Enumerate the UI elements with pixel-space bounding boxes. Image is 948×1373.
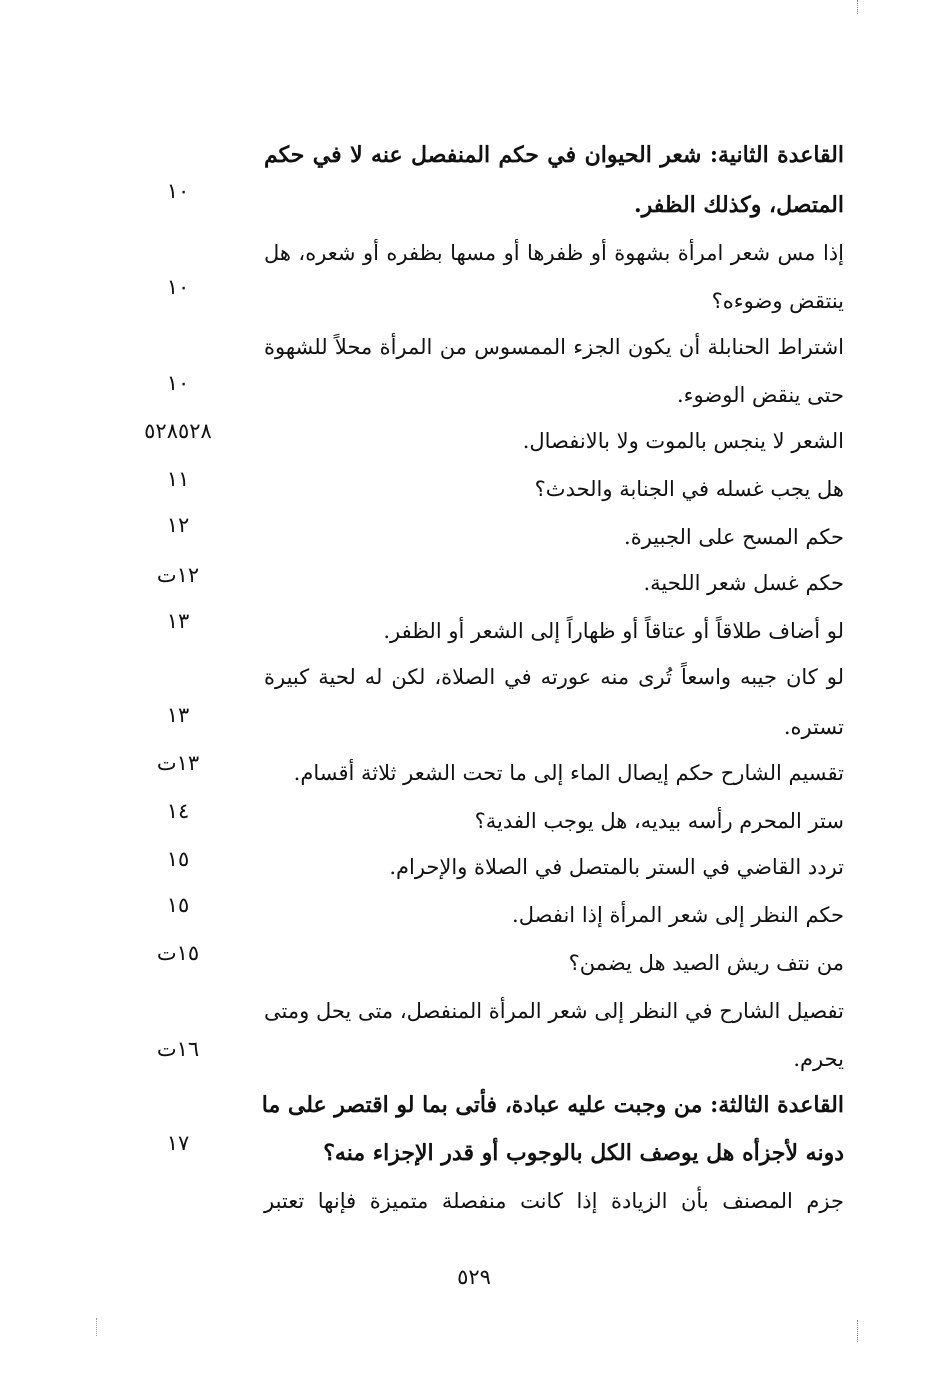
page-reference: ١٣ [166, 703, 190, 727]
index-line: تقسيم الشارح حكم إيصال الماء إلى ما تحت الشعر ثلاثة أقسام. [293, 761, 844, 785]
page-reference: ١٠ [166, 179, 190, 203]
page-reference: ١٥ت [156, 941, 200, 965]
page-reference: ١٧ [166, 1131, 190, 1155]
page-reference: ٥٢٨٥٢٨ [144, 419, 212, 443]
index-line: يحرم. [793, 1047, 844, 1071]
page-reference: ١٣ت [156, 751, 200, 775]
page-reference: ١١ [166, 467, 190, 491]
index-line: لو أضاف طلاقاً أو عتاقاً أو ظهاراً إلى الشعر أو الظفر. [383, 619, 844, 643]
page-reference: ١٢ت [156, 563, 200, 587]
index-line: تفصيل الشارح في النظر إلى شعر المرأة المنفصل، متى يحل ومتى [264, 999, 844, 1023]
index-line: تردد القاضي في الستر بالمتصل في الصلاة والإحرام. [389, 855, 844, 879]
page-number: ٥٢٩ [457, 1265, 491, 1289]
page-reference: ١٥ [166, 847, 190, 871]
page-reference: ١٤ [166, 799, 190, 823]
index-line: حكم المسح على الجبيرة. [624, 525, 844, 549]
page-reference: ١٠ [166, 275, 190, 299]
index-line: ستر المحرم رأسه بيديه، هل يوجب الفدية؟ [474, 809, 844, 833]
index-line: جزم المصنف بأن الزيادة إذا كانت منفصلة متميزة فإنها تعتبر [264, 1189, 844, 1213]
index-line: حكم غسل شعر اللحية. [643, 571, 844, 595]
index-line: تستره. [783, 715, 844, 739]
index-line: الشعر لا ينجس بالموت ولا بالانفصال. [522, 429, 844, 453]
scan-edge-mark [857, 0, 859, 14]
index-line: اشتراط الحنابلة أن يكون الجزء الممسوس من المرأة محلاً للشهوة [264, 335, 844, 359]
page-reference: ١٦ت [156, 1037, 200, 1061]
index-line: المتصل، وكذلك الظفر. [633, 192, 844, 218]
index-line: حتى ينقض الوضوء. [676, 383, 844, 407]
index-line: إذا مس شعر امرأة بشهوة أو ظفرها أو مسها بظفره أو شعره، هل [264, 241, 844, 265]
index-line: من نتف ريش الصيد هل يضمن؟ [568, 951, 844, 975]
index-line: ينتقض وضوءه؟ [711, 289, 844, 313]
scan-edge-mark [857, 1320, 859, 1342]
page-reference: ١٠ [166, 371, 190, 395]
page-reference: ١٥ [166, 893, 190, 917]
index-line: حكم النظر إلى شعر المرأة إذا انفصل. [512, 903, 844, 927]
page-reference: ١٢ [166, 513, 190, 537]
index-line: القاعدة الثالثة: من وجبت عليه عبادة، فأتى بما لو اقتصر على ما [261, 1092, 844, 1118]
index-line: هل يجب غسله في الجنابة والحدث؟ [534, 477, 844, 501]
scan-edge-mark [96, 1318, 98, 1336]
index-line: لو كان جيبه واسعاً تُرى منه عورته في الصلاة، لكن له لحية كبيرة [264, 665, 844, 689]
index-line: القاعدة الثانية: شعر الحيوان في حكم المنفصل عنه لا في حكم [264, 142, 844, 168]
page-reference: ١٣ [166, 609, 190, 633]
index-line: دونه لأجزأه هل يوصف الكل بالوجوب أو قدر الإجزاء منه؟ [323, 1140, 844, 1166]
